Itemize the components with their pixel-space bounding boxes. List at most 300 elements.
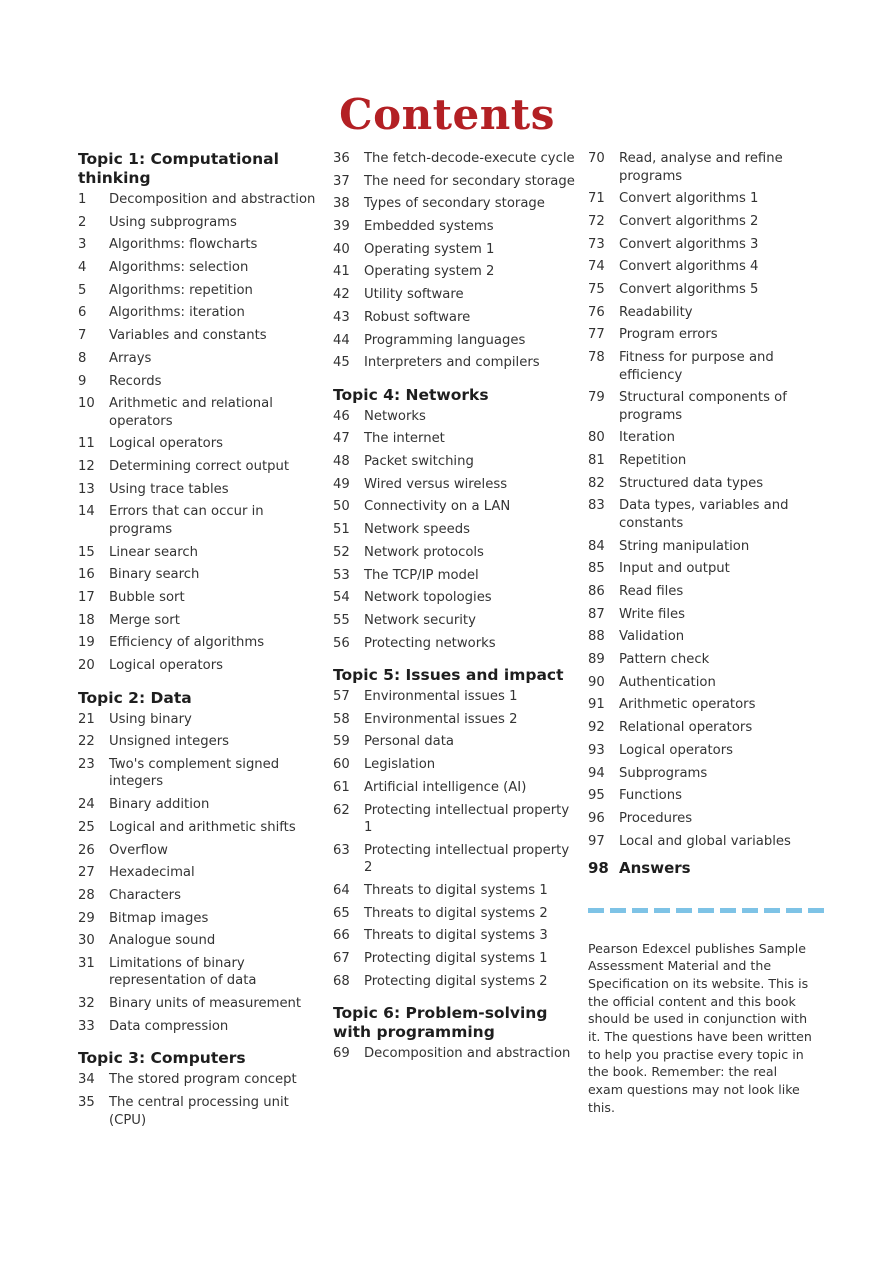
entry-title: Convert algorithms 3 [619, 236, 759, 252]
entry-title: Unsigned integers [109, 734, 230, 750]
toc-entry[interactable] [78, 995, 318, 1013]
toc-entry[interactable] [588, 787, 828, 805]
page-number: 5 [78, 282, 87, 298]
entry-title: Input and output [619, 561, 730, 577]
entry-title: Network topologies [364, 590, 492, 606]
entry-title: Threats to digital systems 2 [364, 905, 548, 921]
toc-entry[interactable] [78, 327, 318, 345]
page-number: 22 [78, 734, 95, 750]
entry-title: Iteration [619, 430, 675, 446]
page-number: 61 [333, 779, 350, 795]
toc-entry[interactable] [78, 259, 318, 277]
entry-title: Network speeds [364, 522, 470, 538]
entry-title: Threats to digital systems 1 [364, 882, 548, 898]
entry-title: Efficiency of algorithms [109, 635, 265, 651]
toc-entry[interactable] [588, 475, 828, 493]
toc-entry[interactable] [78, 566, 318, 584]
toc-entry[interactable] [78, 842, 318, 860]
entry-title: Program errors [619, 327, 718, 343]
entry-title: Hexadecimal [109, 865, 195, 881]
toc-entry[interactable] [588, 674, 828, 692]
toc-entry[interactable] [333, 973, 578, 991]
entry-title: Interpreters and compilers [364, 355, 540, 371]
entry-title: Arrays [109, 350, 152, 366]
toc-entry[interactable] [333, 842, 578, 877]
entry-title: Answers [619, 859, 691, 878]
topic-heading: Topic 3: Computers [78, 1049, 246, 1068]
page-number: 24 [78, 797, 95, 813]
page-number: 18 [78, 612, 95, 628]
entry-title: Read files [619, 584, 684, 599]
page-number: 82 [588, 475, 605, 491]
toc-entry[interactable] [333, 882, 578, 900]
entry-title: Artificial intelligence (AI) [364, 779, 527, 795]
page-number: 29 [78, 910, 95, 926]
toc-entry[interactable] [333, 1045, 578, 1063]
toc-entry[interactable] [78, 932, 318, 950]
entry-title: Protecting networks [364, 635, 496, 651]
page-number: 88 [588, 629, 605, 645]
page-number: 38 [333, 196, 350, 212]
page-number: 69 [333, 1046, 350, 1062]
toc-entry[interactable] [588, 538, 828, 556]
page-number: 57 [333, 689, 350, 705]
page-number: 58 [333, 711, 350, 727]
page-number: 86 [588, 584, 605, 599]
page-number: 4 [78, 260, 87, 276]
toc-entry[interactable] [588, 765, 828, 783]
topic-heading: Topic 1: Computational thinking [78, 150, 279, 187]
entry-title: Structured data types [619, 475, 764, 491]
page-number: 50 [333, 499, 350, 515]
page-number: 92 [588, 720, 605, 736]
entry-title: Algorithms: repetition [109, 282, 253, 298]
entry-title: Embedded systems [364, 219, 494, 235]
dashed-divider [588, 908, 826, 913]
entry-title: Authentication [619, 674, 716, 690]
toc-entry[interactable] [588, 696, 828, 714]
toc-entry[interactable] [78, 887, 318, 905]
page-number: 73 [588, 236, 605, 252]
toc-entry[interactable] [78, 435, 318, 453]
page-number: 17 [78, 590, 95, 605]
page-number: 16 [78, 567, 95, 583]
toc-entry[interactable] [333, 476, 578, 494]
toc-entry[interactable] [588, 742, 828, 760]
page-number: 74 [588, 259, 605, 275]
toc-entry[interactable] [78, 191, 318, 209]
toc-entry[interactable] [78, 214, 318, 232]
page-number: 80 [588, 430, 605, 446]
toc-entry[interactable] [588, 429, 828, 447]
topic-heading: Topic 5: Issues and impact [333, 666, 564, 685]
page-number: 90 [588, 674, 605, 690]
page-number: 15 [78, 544, 95, 560]
toc-entry[interactable] [333, 688, 578, 706]
page-number: 91 [588, 697, 605, 713]
entry-title: Operating system 2 [364, 264, 495, 280]
page-number: 25 [78, 819, 95, 835]
entry-title: Algorithms: flowcharts [109, 237, 258, 253]
page-number: 2 [78, 214, 87, 230]
page-number: 44 [333, 332, 350, 348]
entry-title: Network protocols [364, 544, 484, 560]
entry-title: Bubble sort [109, 590, 185, 605]
page-number: 11 [78, 436, 95, 452]
toc-entry[interactable] [78, 544, 318, 562]
entry-title: Legislation [364, 757, 436, 773]
entry-title: Decomposition and abstraction [364, 1046, 571, 1062]
entry-title: Algorithms: iteration [109, 305, 245, 321]
page-number: 85 [588, 561, 605, 577]
page-number: 26 [78, 842, 95, 858]
toc-entry[interactable] [78, 1094, 318, 1129]
page-number: 14 [78, 504, 95, 520]
contents-column-3 [588, 150, 828, 1117]
toc-entry[interactable] [78, 756, 318, 791]
entry-title: Robust software [364, 309, 471, 325]
page-number: 49 [333, 476, 350, 492]
entry-title: The need for secondary storage [364, 173, 575, 189]
page-number: 35 [78, 1095, 95, 1110]
publisher-note: Pearson Edexcel publishes Sample Assessment Material and the Specification on its website. This is the official content and this book should be used in conjunction with it. The questions have been written to help you practise every topic in the book. Remember: the real exam questions may not look like this. [588, 940, 812, 1115]
page-number: 30 [78, 933, 95, 949]
entry-title: Convert algorithms 2 [619, 213, 759, 229]
entry-title: Convert algorithms 4 [619, 259, 759, 275]
entry-title: Packet switching [364, 454, 474, 470]
toc-entry[interactable] [78, 458, 318, 476]
page-number: 71 [588, 191, 605, 207]
page-number: 51 [333, 522, 350, 538]
page-number: 42 [333, 287, 350, 303]
entry-title: Read, analyse and refine programs [619, 151, 783, 184]
toc-entry[interactable] [78, 589, 318, 607]
toc-entry[interactable] [333, 498, 578, 516]
page-number: 79 [588, 390, 605, 406]
toc-entry[interactable] [78, 236, 318, 254]
entry-title: Protecting digital systems 1 [364, 950, 548, 966]
entry-title: The central processing unit (CPU) [109, 1095, 289, 1128]
page-number: 94 [588, 765, 605, 781]
toc-entry[interactable] [588, 389, 828, 424]
entry-title: Overflow [109, 842, 168, 858]
toc-entry[interactable] [333, 286, 578, 304]
page-number: 45 [333, 355, 350, 371]
entry-title: Validation [619, 629, 685, 645]
toc-entry[interactable] [588, 497, 828, 532]
toc-entry[interactable] [588, 150, 828, 185]
page-number: 31 [78, 955, 95, 971]
entry-title: Personal data [364, 734, 454, 750]
page-number: 96 [588, 810, 605, 826]
entry-title: Pattern check [619, 652, 710, 668]
entry-title: Fitness for purpose and efficiency [619, 350, 774, 383]
entry-title: Binary addition [109, 797, 210, 813]
toc-entry[interactable] [78, 819, 318, 837]
toc-entry[interactable] [333, 612, 578, 630]
entry-title: Write files [619, 606, 685, 622]
toc-entry[interactable] [333, 927, 578, 945]
toc-entry[interactable] [78, 733, 318, 751]
entry-title: Using trace tables [109, 481, 229, 497]
toc-entry[interactable] [333, 408, 578, 426]
entry-title: Data types, variables and constants [619, 498, 789, 531]
toc-entry[interactable] [78, 395, 318, 430]
page-number: 87 [588, 606, 605, 622]
page-number: 13 [78, 481, 95, 497]
entry-title: Algorithms: selection [109, 260, 249, 276]
entry-title: The internet [364, 431, 445, 447]
toc-entry[interactable] [333, 453, 578, 471]
toc-entry[interactable] [588, 651, 828, 669]
entry-title: Errors that can occur in programs [109, 504, 264, 537]
toc-entry[interactable] [78, 304, 318, 322]
page-number: 70 [588, 151, 605, 166]
toc-entry[interactable] [588, 583, 828, 601]
entry-title: Logical and arithmetic shifts [109, 819, 296, 835]
toc-entry[interactable] [78, 910, 318, 928]
entry-title: Relational operators [619, 720, 753, 736]
entry-title: Subprograms [619, 765, 708, 781]
toc-entry[interactable] [588, 606, 828, 624]
page-number: 64 [333, 882, 350, 898]
page-number: 77 [588, 327, 605, 343]
page-number: 93 [588, 742, 605, 758]
entry-title: Utility software [364, 287, 464, 303]
page-number: 62 [333, 802, 350, 818]
toc-entry[interactable] [78, 373, 318, 391]
entry-title: Environmental issues 2 [364, 711, 518, 727]
toc-entry[interactable] [78, 503, 318, 538]
toc-entry[interactable] [333, 711, 578, 729]
page-number: 9 [78, 373, 87, 389]
entry-title: Types of secondary storage [364, 196, 545, 212]
page-number: 19 [78, 635, 95, 651]
entry-title: The TCP/IP model [364, 567, 479, 583]
entry-title: Structural components of programs [619, 390, 787, 423]
contents-column-1 [78, 150, 318, 1134]
toc-entry[interactable] [588, 304, 828, 322]
entry-title: Arithmetic and relational operators [109, 396, 273, 429]
toc-entry[interactable] [333, 567, 578, 585]
entry-title: Networks [364, 408, 426, 424]
page-number: 28 [78, 887, 95, 903]
entry-title: Merge sort [109, 612, 180, 628]
entry-title: Decomposition and abstraction [109, 192, 316, 207]
entry-title: Repetition [619, 453, 687, 469]
page-number: 27 [78, 865, 95, 881]
toc-entry[interactable] [333, 589, 578, 607]
toc-entry[interactable] [588, 833, 828, 851]
entry-title: Protecting digital systems 2 [364, 973, 548, 989]
topic-heading: Topic 4: Networks [333, 385, 489, 404]
entry-title: Linear search [109, 544, 198, 560]
toc-entry[interactable] [78, 796, 318, 814]
topic-heading: Topic 2: Data [78, 688, 192, 707]
entry-title: Wired versus wireless [364, 476, 508, 492]
entry-title: Logical operators [109, 658, 223, 674]
toc-entry[interactable] [588, 628, 828, 646]
page-number: 39 [333, 219, 350, 235]
entry-title: Procedures [619, 810, 693, 826]
toc-entry[interactable] [588, 326, 828, 344]
toc-entry[interactable] [333, 779, 578, 797]
page-number: 12 [78, 459, 95, 475]
page-number: 98 [588, 859, 609, 878]
page-number: 33 [78, 1018, 95, 1034]
toc-entry[interactable] [78, 282, 318, 300]
toc-entry[interactable] [333, 150, 578, 168]
page-number: 47 [333, 431, 350, 447]
entry-title: Logical operators [109, 436, 223, 452]
entry-title: Records [109, 373, 162, 389]
toc-entry[interactable] [333, 905, 578, 923]
toc-entry[interactable] [333, 241, 578, 259]
page-number: 68 [333, 973, 350, 989]
toc-entry[interactable] [78, 955, 318, 990]
toc-entry[interactable] [588, 236, 828, 254]
entry-title: Network security [364, 612, 476, 628]
toc-entry[interactable] [588, 190, 828, 208]
entry-title: Variables and constants [109, 328, 267, 344]
entry-title: Data compression [109, 1018, 229, 1034]
entry-title: Protecting intellectual property 2 [364, 842, 570, 876]
page-number: 60 [333, 757, 350, 773]
toc-entry[interactable] [333, 354, 578, 372]
toc-entry[interactable] [78, 1018, 318, 1036]
page-number: 67 [333, 950, 350, 966]
page-number: 1 [78, 192, 87, 207]
page-number: 6 [78, 305, 87, 321]
entry-title: Determining correct output [109, 459, 290, 475]
entry-title: Logical operators [619, 742, 733, 758]
toc-entry[interactable] [333, 733, 578, 751]
entry-title: String manipulation [619, 538, 750, 554]
page-number: 63 [333, 842, 350, 858]
entry-title: Threats to digital systems 3 [364, 928, 548, 944]
toc-entry[interactable] [333, 263, 578, 281]
toc-entry[interactable] [588, 719, 828, 737]
toc-entry[interactable] [78, 481, 318, 499]
page-number: 81 [588, 453, 605, 469]
toc-entry[interactable] [333, 195, 578, 213]
entry-title: Operating system 1 [364, 241, 495, 257]
entry-title: Convert algorithms 5 [619, 281, 759, 297]
toc-entry[interactable] [588, 281, 828, 299]
page-number: 95 [588, 788, 605, 804]
entry-title: Programming languages [364, 332, 526, 348]
toc-entry[interactable] [333, 309, 578, 327]
page-number: 59 [333, 734, 350, 750]
entry-title: Characters [109, 887, 181, 903]
entry-title: Limitations of binary representation of data [109, 955, 257, 989]
page-number: 10 [78, 396, 95, 412]
toc-entry[interactable] [333, 635, 578, 653]
entry-title: The fetch-decode-execute cycle [364, 151, 575, 166]
page-number: 41 [333, 264, 350, 280]
page-number: 21 [78, 711, 95, 727]
entry-title: Binary units of measurement [109, 996, 302, 1012]
toc-entry[interactable] [588, 349, 828, 384]
entry-title: Connectivity on a LAN [364, 499, 511, 515]
answers-entry[interactable] [588, 860, 828, 878]
page-number: 52 [333, 544, 350, 560]
entry-title: Local and global variables [619, 833, 791, 849]
toc-entry[interactable] [333, 430, 578, 448]
entry-title: Convert algorithms 1 [619, 191, 759, 207]
entry-title: Environmental issues 1 [364, 689, 518, 705]
entry-title: Binary search [109, 567, 200, 583]
page-number: 89 [588, 652, 605, 668]
entry-title: Readability [619, 304, 693, 320]
page-number: 48 [333, 454, 350, 470]
toc-entry[interactable] [588, 810, 828, 828]
toc-entry[interactable] [333, 802, 578, 837]
entry-title: Using binary [109, 711, 192, 727]
page-number: 20 [78, 658, 95, 674]
page-number: 66 [333, 928, 350, 944]
page-number: 3 [78, 237, 87, 253]
toc-entry[interactable] [78, 612, 318, 630]
page-number: 83 [588, 498, 605, 514]
entry-title: Protecting intellectual property 1 [364, 802, 570, 835]
page-number: 97 [588, 833, 605, 849]
entry-title: Bitmap images [109, 910, 209, 926]
toc-entry[interactable] [78, 657, 318, 675]
toc-entry[interactable] [78, 711, 318, 729]
page-number: 76 [588, 304, 605, 320]
entry-title: Using subprograms [109, 214, 237, 230]
page-number: 53 [333, 567, 350, 583]
toc-entry[interactable] [588, 452, 828, 470]
entry-title: Functions [619, 788, 682, 804]
toc-entry[interactable] [333, 218, 578, 236]
toc-entry[interactable] [78, 864, 318, 882]
toc-entry[interactable] [588, 213, 828, 231]
toc-entry[interactable] [333, 756, 578, 774]
page-number: 84 [588, 538, 605, 554]
entry-title: Analogue sound [109, 933, 216, 949]
page-number: 78 [588, 350, 605, 365]
toc-entry[interactable] [333, 544, 578, 562]
page-number: 75 [588, 281, 605, 297]
toc-entry[interactable] [78, 634, 318, 652]
contents-column-2 [333, 150, 578, 1068]
page-number: 56 [333, 635, 350, 651]
entry-title: The stored program concept [109, 1072, 297, 1088]
entry-title: Arithmetic operators [619, 697, 756, 713]
toc-entry[interactable] [78, 350, 318, 368]
toc-entry[interactable] [333, 332, 578, 350]
toc-entry[interactable] [588, 258, 828, 276]
page-number: 34 [78, 1072, 95, 1088]
page-number: 7 [78, 328, 87, 344]
page-number: 40 [333, 241, 350, 257]
toc-entry[interactable] [333, 173, 578, 191]
toc-entry[interactable] [78, 1071, 318, 1089]
page-number: 37 [333, 173, 350, 189]
toc-entry[interactable] [333, 950, 578, 968]
toc-entry[interactable] [588, 560, 828, 578]
toc-entry[interactable] [333, 521, 578, 539]
page-number: 23 [78, 756, 95, 772]
entry-title: Two's complement signed integers [109, 756, 280, 790]
page-title: Contents [339, 90, 555, 139]
page-number: 8 [78, 350, 87, 366]
page-number: 54 [333, 590, 350, 606]
page-number: 46 [333, 408, 350, 424]
contents-list-3 [588, 150, 828, 878]
